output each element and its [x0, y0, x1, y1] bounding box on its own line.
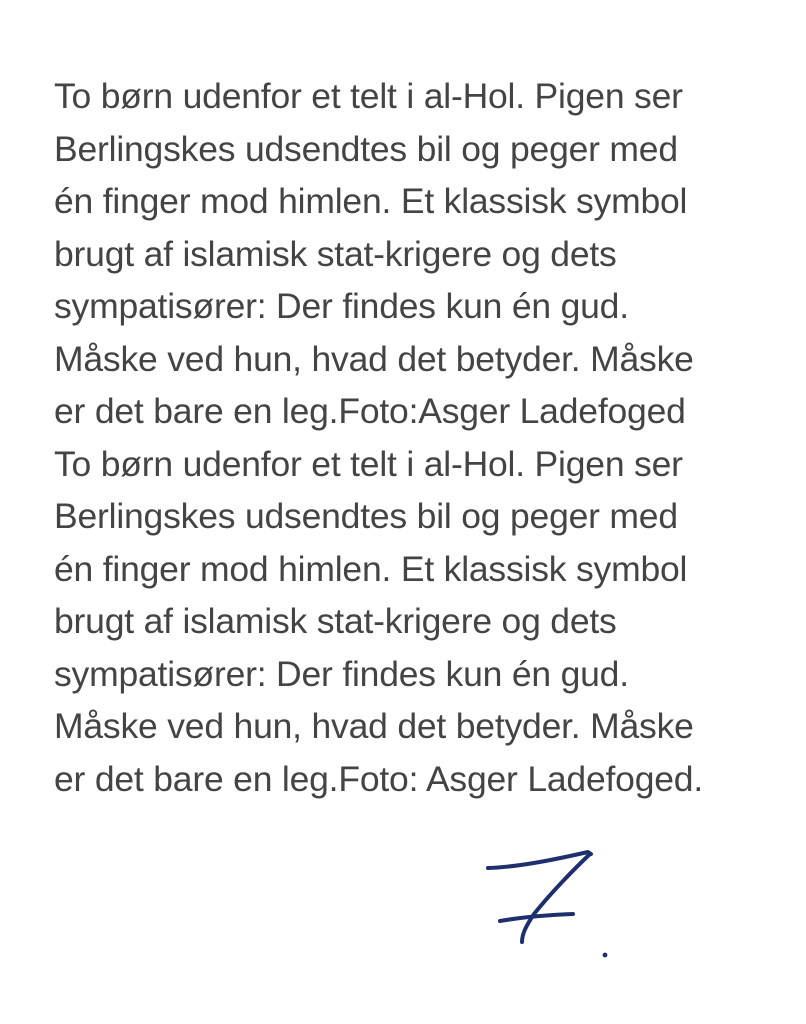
caption-text [54, 70, 794, 805]
caption-2-line-3: én finger mod himlen. Et klassisk symbol [54, 548, 688, 589]
caption-2-line-2: Berlingskes udsendtes bil og peger med [54, 496, 678, 536]
caption-1-line-1: To børn udenfor et telt i al-Hol. Pigen ser [54, 76, 683, 116]
signature-diagonal-stroke [522, 854, 590, 942]
caption-2-line-7: er det bare en leg.Foto: Asger Ladefoged. [54, 758, 704, 799]
signature-cross-stroke [500, 914, 573, 921]
caption-2-line-6: Måske ved hun, hvad det betyder. Måske [54, 706, 694, 746]
cropped-text-fragment [150, 0, 450, 4]
caption-1-line-2: Berlingskes udsendtes bil og peger med [54, 128, 678, 169]
caption-1-line-3: én finger mod himlen. Et klassisk symbol [54, 181, 688, 221]
caption-2-line-5: sympatisører: Der findes kun én gud. [54, 653, 629, 694]
caption-1-line-4: brugt af islamisk stat-krigere og dets [54, 233, 617, 274]
caption-2-line-1: To børn udenfor et telt i al-Hol. Pigen ser [54, 443, 683, 484]
caption-1-line-5: sympatisører: Der findes kun én gud. [54, 286, 629, 326]
caption-1-line-6: Måske ved hun, hvad det betyder. Måske [54, 338, 694, 379]
handwritten-signature [478, 842, 628, 972]
signature-dot [603, 953, 608, 958]
caption-2-line-4: brugt af islamisk stat-krigere og dets [54, 601, 617, 641]
caption-1-line-7: er det bare en leg.Foto:Asger Ladefoged [54, 391, 686, 431]
